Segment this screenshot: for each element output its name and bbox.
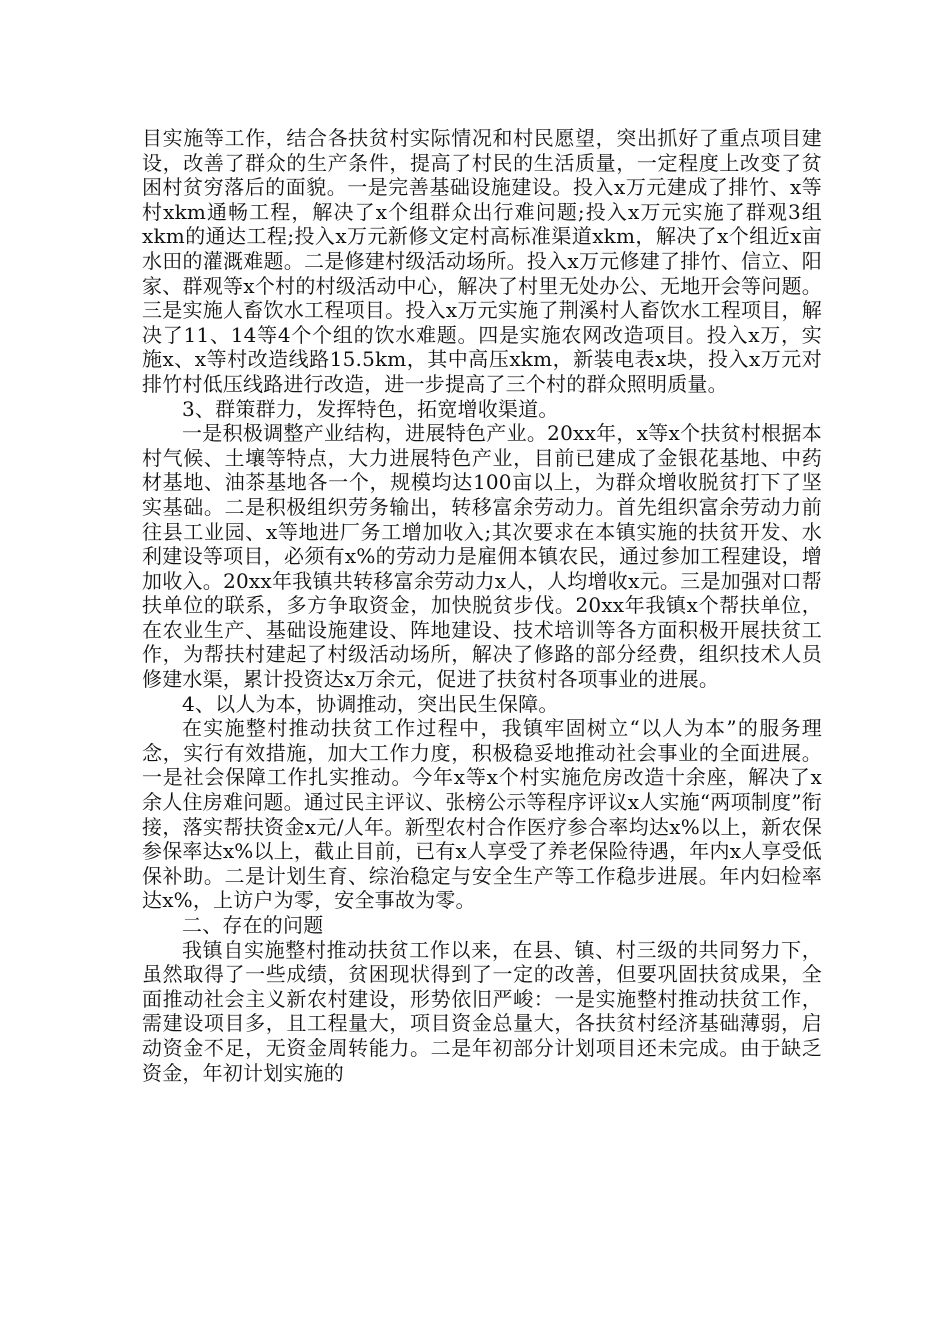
- section-heading-problems: 二、存在的问题: [182, 913, 324, 937]
- paragraph-3: 在实施整村推动扶贫工作过程中，我镇牢固树立“以人为本”的服务理念，实行有效措施，加大工作力度，积极稳妥地推动社会事业的全面进展。一是社会保障工作扎实推动。今年x等x个村实施危房改造十余座，解决了x余人住房难问题。通过民主评议、张榜公示等程序评议x人实施“两项制度”衔接，落实帮扶资金x元/人年。新型农村合作医疗参合率均达x%以上，新农保参保率达x%以上，截止目前，已有x人享受了养老保险待遇，年内x人享受低保补助。二是计划生育、综治稳定与安全生产等工作稳步进展。年内妇检率达x%，上访户为零，安全事故为零。: [142, 716, 822, 913]
- paragraph-4: 我镇自实施整村推动扶贫工作以来，在县、镇、村三级的共同努力下，虽然取得了一些成绩，贫困现状得到了一定的改善，但要巩固扶贫成果，全面推动社会主义新农村建设，形势依旧严峻：一是实施整村推动扶贫工作，需建设项目多，且工程量大，项目资金总量大，各扶贫村经济基础薄弱，启动资金不足，无资金周转能力。二是年初部分计划项目还未完成。由于缺乏资金，年初计划实施的: [142, 937, 822, 1085]
- document-body: [142, 126, 822, 1085]
- section-heading-4: 4、以人为本，协调推动，突出民生保障。: [182, 691, 559, 716]
- paragraph-2: 一是积极调整产业结构，进展特色产业。20xx年，x等x个扶贫村根据本村气候、土壤等特点，大力进展特色产业，目前已建成了金银花基地、中药材基地、油茶基地各一个，规模均达100亩以上，为群众增收脱贫打下了坚实基础。二是积极组织劳务输出，转移富余劳动力。首先组织富余劳动力前往县工业园、x等地进厂务工增加收入;其次要求在本镇实施的扶贫开发、水利建设等项目，必须有x%的劳动力是雇佣本镇农民，通过参加工程建设，增加收入。20xx年我镇共转移富余劳动力x人，人均增收x元。三是加强对口帮扶单位的联系，多方争取资金，加快脱贫步伐。20xx年我镇x个帮扶单位，在农业生产、基础设施建设、阵地建设、技术培训等各方面积极开展扶贫工作，为帮扶村建起了村级活动场所，解决了修路的部分经费，组织技术人员修建水渠，累计投资达x万余元，促进了扶贫村各项事业的进展。: [142, 421, 822, 692]
- paragraph-1: 目实施等工作，结合各扶贫村实际情况和村民愿望，突出抓好了重点项目建设，改善了群众的生产条件，提高了村民的生活质量，一定程度上改变了贫困村贫穷落后的面貌。一是完善基础设施建设。投入x万元建成了排竹、x等村xkm通畅工程，解决了x个组群众出行难问题;投入x万元实施了群观3组xkm的通达工程;投入x万元新修文定村高标准渠道xkm，解决了x个组近x亩水田的灌溉难题。二是修建村级活动场所。投入x万元修建了排竹、信立、阳家、群观等x个村的村级活动中心，解决了村里无处办公、无地开会等问题。三是实施人畜饮水工程项目。投入x万元实施了荆溪村人畜饮水工程项目，解决了11、14等4个个组的饮水难题。四是实施农网改造项目。投入x万，实施x、x等村改造线路15.5km，其中高压xkm，新装电表x块，投入x万元对排竹村低压线路进行改造，进一步提高了三个村的群众照明质量。: [142, 126, 822, 396]
- section-heading-3: 3、群策群力，发挥特色，拓宽增收渠道。: [182, 396, 559, 421]
